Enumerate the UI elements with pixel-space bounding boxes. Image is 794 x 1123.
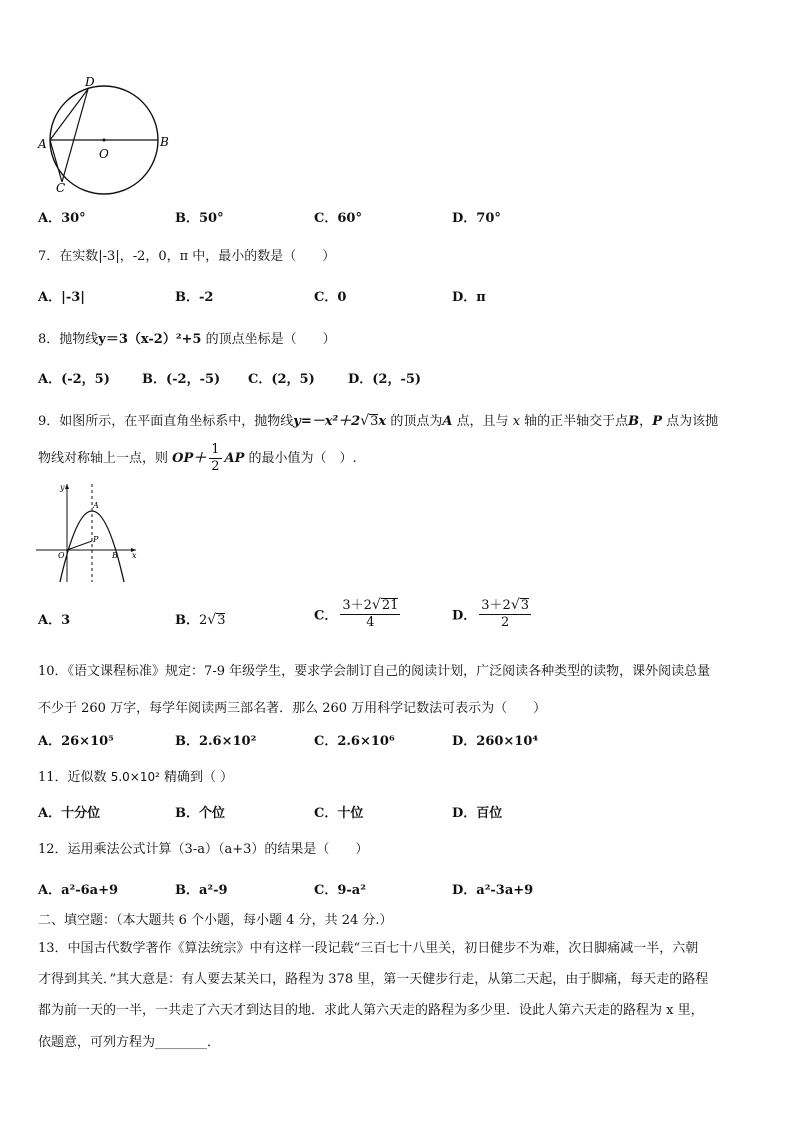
section-heading: 二、填空题：（本大题共 6 个小题，每小题 4 分，共 24 分.） [38, 913, 393, 928]
q9-text-a: 9．如图所示，在平面直角坐标系中，抛物线 [38, 414, 294, 429]
q9-eq-x: x [378, 414, 387, 429]
q9-line2 [38, 442, 357, 475]
q8-stem [38, 328, 336, 347]
q10-option-d[interactable]: D．260×10⁴ [452, 734, 539, 749]
center-point [103, 139, 106, 142]
q9-frac-num: 1 [211, 442, 220, 457]
q7-option-d[interactable]: D．π [452, 290, 486, 305]
q9-optc-den: 4 [366, 615, 375, 630]
q11-text-b: 精确到（ ） [159, 770, 234, 785]
q6-option-a[interactable]: A．30° [38, 211, 86, 226]
q12-option-c[interactable]: C．9-a² [314, 883, 366, 898]
circle-figure [30, 76, 180, 196]
q9-option-a[interactable]: A．3 [38, 613, 71, 628]
y-axis-arrow [65, 484, 69, 489]
q12-option-a[interactable]: A．a²-6a+9 [38, 883, 119, 898]
fig-label-p: P [93, 535, 99, 544]
q9-text-e: ， [639, 414, 653, 429]
q7-stem: 7．在实数|-3|，-2，0，π 中，最小的数是（ ） [38, 249, 336, 264]
q9-fraction [209, 442, 221, 475]
q10-option-c[interactable]: C．2.6×10⁶ [314, 734, 395, 749]
q9-optc-radicand: 21 [381, 598, 399, 613]
q9-optb-radicand: 3 [217, 613, 226, 628]
q9-point-b: B [628, 414, 640, 429]
q11-option-a[interactable]: A．十分位 [38, 806, 101, 821]
q11-option-d[interactable]: D．百位 [452, 806, 503, 821]
q9-option-b[interactable] [175, 609, 225, 628]
fig-label-b: B [112, 551, 118, 560]
label-b: B [160, 135, 169, 149]
fig-label-o: O [58, 551, 65, 560]
q9-equation: y=－x²＋2 [293, 414, 361, 429]
sqrt-icon: √ [510, 597, 520, 613]
q9-frac-den: 2 [211, 459, 220, 474]
sqrt-icon: √ [371, 597, 381, 613]
q9-x-axis: x [512, 414, 521, 429]
q9-op: OP＋ [172, 451, 207, 466]
q7-option-b[interactable]: B．-2 [175, 290, 214, 305]
q9-optd-radicand: 3 [520, 598, 530, 613]
q9-line1 [38, 410, 718, 429]
q9-optd-den: 2 [501, 615, 510, 630]
q9-option-c[interactable] [314, 597, 403, 631]
q6-option-c[interactable]: C．60° [314, 211, 362, 226]
q9-optd-letter: D． [452, 608, 477, 624]
sqrt-icon: √ [360, 413, 370, 429]
q11-text-a: 11．近似数 [38, 770, 111, 785]
q9-optb-letter: B． [175, 613, 199, 628]
q9-text-g: 物线对称轴上一点，则 [38, 451, 173, 466]
label-c: C [56, 181, 66, 195]
q9-text-h: 的最小值为（ ）. [244, 451, 357, 466]
q7-option-c[interactable]: C．0 [314, 290, 347, 305]
q6-option-b[interactable]: B．50° [175, 211, 224, 226]
q10-option-b[interactable]: B．2.6×10² [175, 734, 257, 749]
q6-option-d[interactable]: D．70° [452, 211, 501, 226]
q9-text-b: 的顶点为 [386, 414, 443, 429]
label-d: D [85, 76, 95, 89]
label-a: A [38, 137, 47, 151]
q9-optb-coef: 2 [199, 613, 208, 628]
q9-optc-num: 3＋2 [342, 598, 372, 613]
q12-option-d[interactable]: D．a²-3a+9 [452, 883, 534, 898]
q11-option-c[interactable]: C．十位 [314, 806, 364, 821]
q9-optc-letter: C． [314, 608, 338, 624]
chord-ac [50, 140, 62, 182]
q9-optd-fraction [479, 597, 531, 631]
q9-text-f: 点为该抛 [661, 414, 719, 429]
q13-line1: 13．中国古代数学著作《算法统宗》中有这样一段记载“三百七十八里关，初日健步不为难，次日脚痛减一半，六朝 [38, 941, 699, 956]
sqrt-icon: √ [207, 612, 217, 628]
q8-option-a[interactable]: A．(-2，5) [38, 372, 110, 387]
q9-point-p: P [652, 414, 662, 429]
q9-optc-fraction [340, 597, 400, 631]
q8-stem-post: 的顶点坐标是（ ） [201, 332, 336, 347]
chord-dc [62, 89, 88, 182]
q9-text-d: 轴的正半轴交于点 [520, 414, 629, 429]
q11-option-b[interactable]: B．个位 [175, 806, 225, 821]
q12-stem: 12．运用乘法公式计算（3-a）（a+3）的结果是（ ） [38, 842, 369, 857]
q8-stem-pre: 8．抛物线 [38, 332, 99, 347]
q8-option-b[interactable]: B．(-2，-5) [142, 372, 221, 387]
q10-line2: 不少于 260 万字，每学年阅读两三部名著．那么 260 万用科学记数法可表示为（ ） [38, 701, 547, 716]
q9-point-a: A [442, 414, 453, 429]
q13-line4: 依题意，可列方程为________． [38, 1035, 221, 1050]
q8-option-c[interactable]: C．(2，5) [248, 372, 315, 387]
fig-label-y: y [60, 483, 65, 492]
q10-option-a[interactable]: A．26×10⁵ [38, 734, 114, 749]
q12-option-b[interactable]: B．a²-9 [175, 883, 228, 898]
q9-ap: AP [224, 451, 245, 466]
parabola-figure [32, 478, 144, 588]
q9-option-d[interactable] [452, 597, 534, 631]
q13-line2: 才得到其关．”其大意是：有人要去某关口，路程为 378 里，第一天健步行走，从第二天起，由于脚痛，每天走的路程 [38, 972, 709, 987]
q7-option-a[interactable]: A．|-3| [38, 290, 85, 305]
q8-equation: y＝3（x-2）²+5 [98, 332, 202, 347]
q9-radicand: 3 [370, 414, 379, 429]
q8-option-d[interactable]: D．(2，-5) [348, 372, 422, 387]
q9-optd-num: 3＋2 [481, 598, 511, 613]
q9-text-c: 点，且与 [452, 414, 513, 429]
fig-label-a: A [93, 501, 99, 510]
q13-line3: 都为前一天的一半，一共走了六天才到达目的地．求此人第六天走的路程为多少里．设此人第六天走的路程为 x 里， [38, 1003, 704, 1018]
label-o: O [99, 147, 109, 161]
fig-label-x: x [132, 551, 137, 560]
q10-line1: 10．《语文课程标准》规定：7-9 年级学生，要求学会制订自己的阅读计划，广泛阅读各种类型的读物，课外阅读总量 [38, 664, 711, 679]
q11-number: 5.0×10² [110, 770, 160, 784]
q11-stem [38, 766, 233, 785]
